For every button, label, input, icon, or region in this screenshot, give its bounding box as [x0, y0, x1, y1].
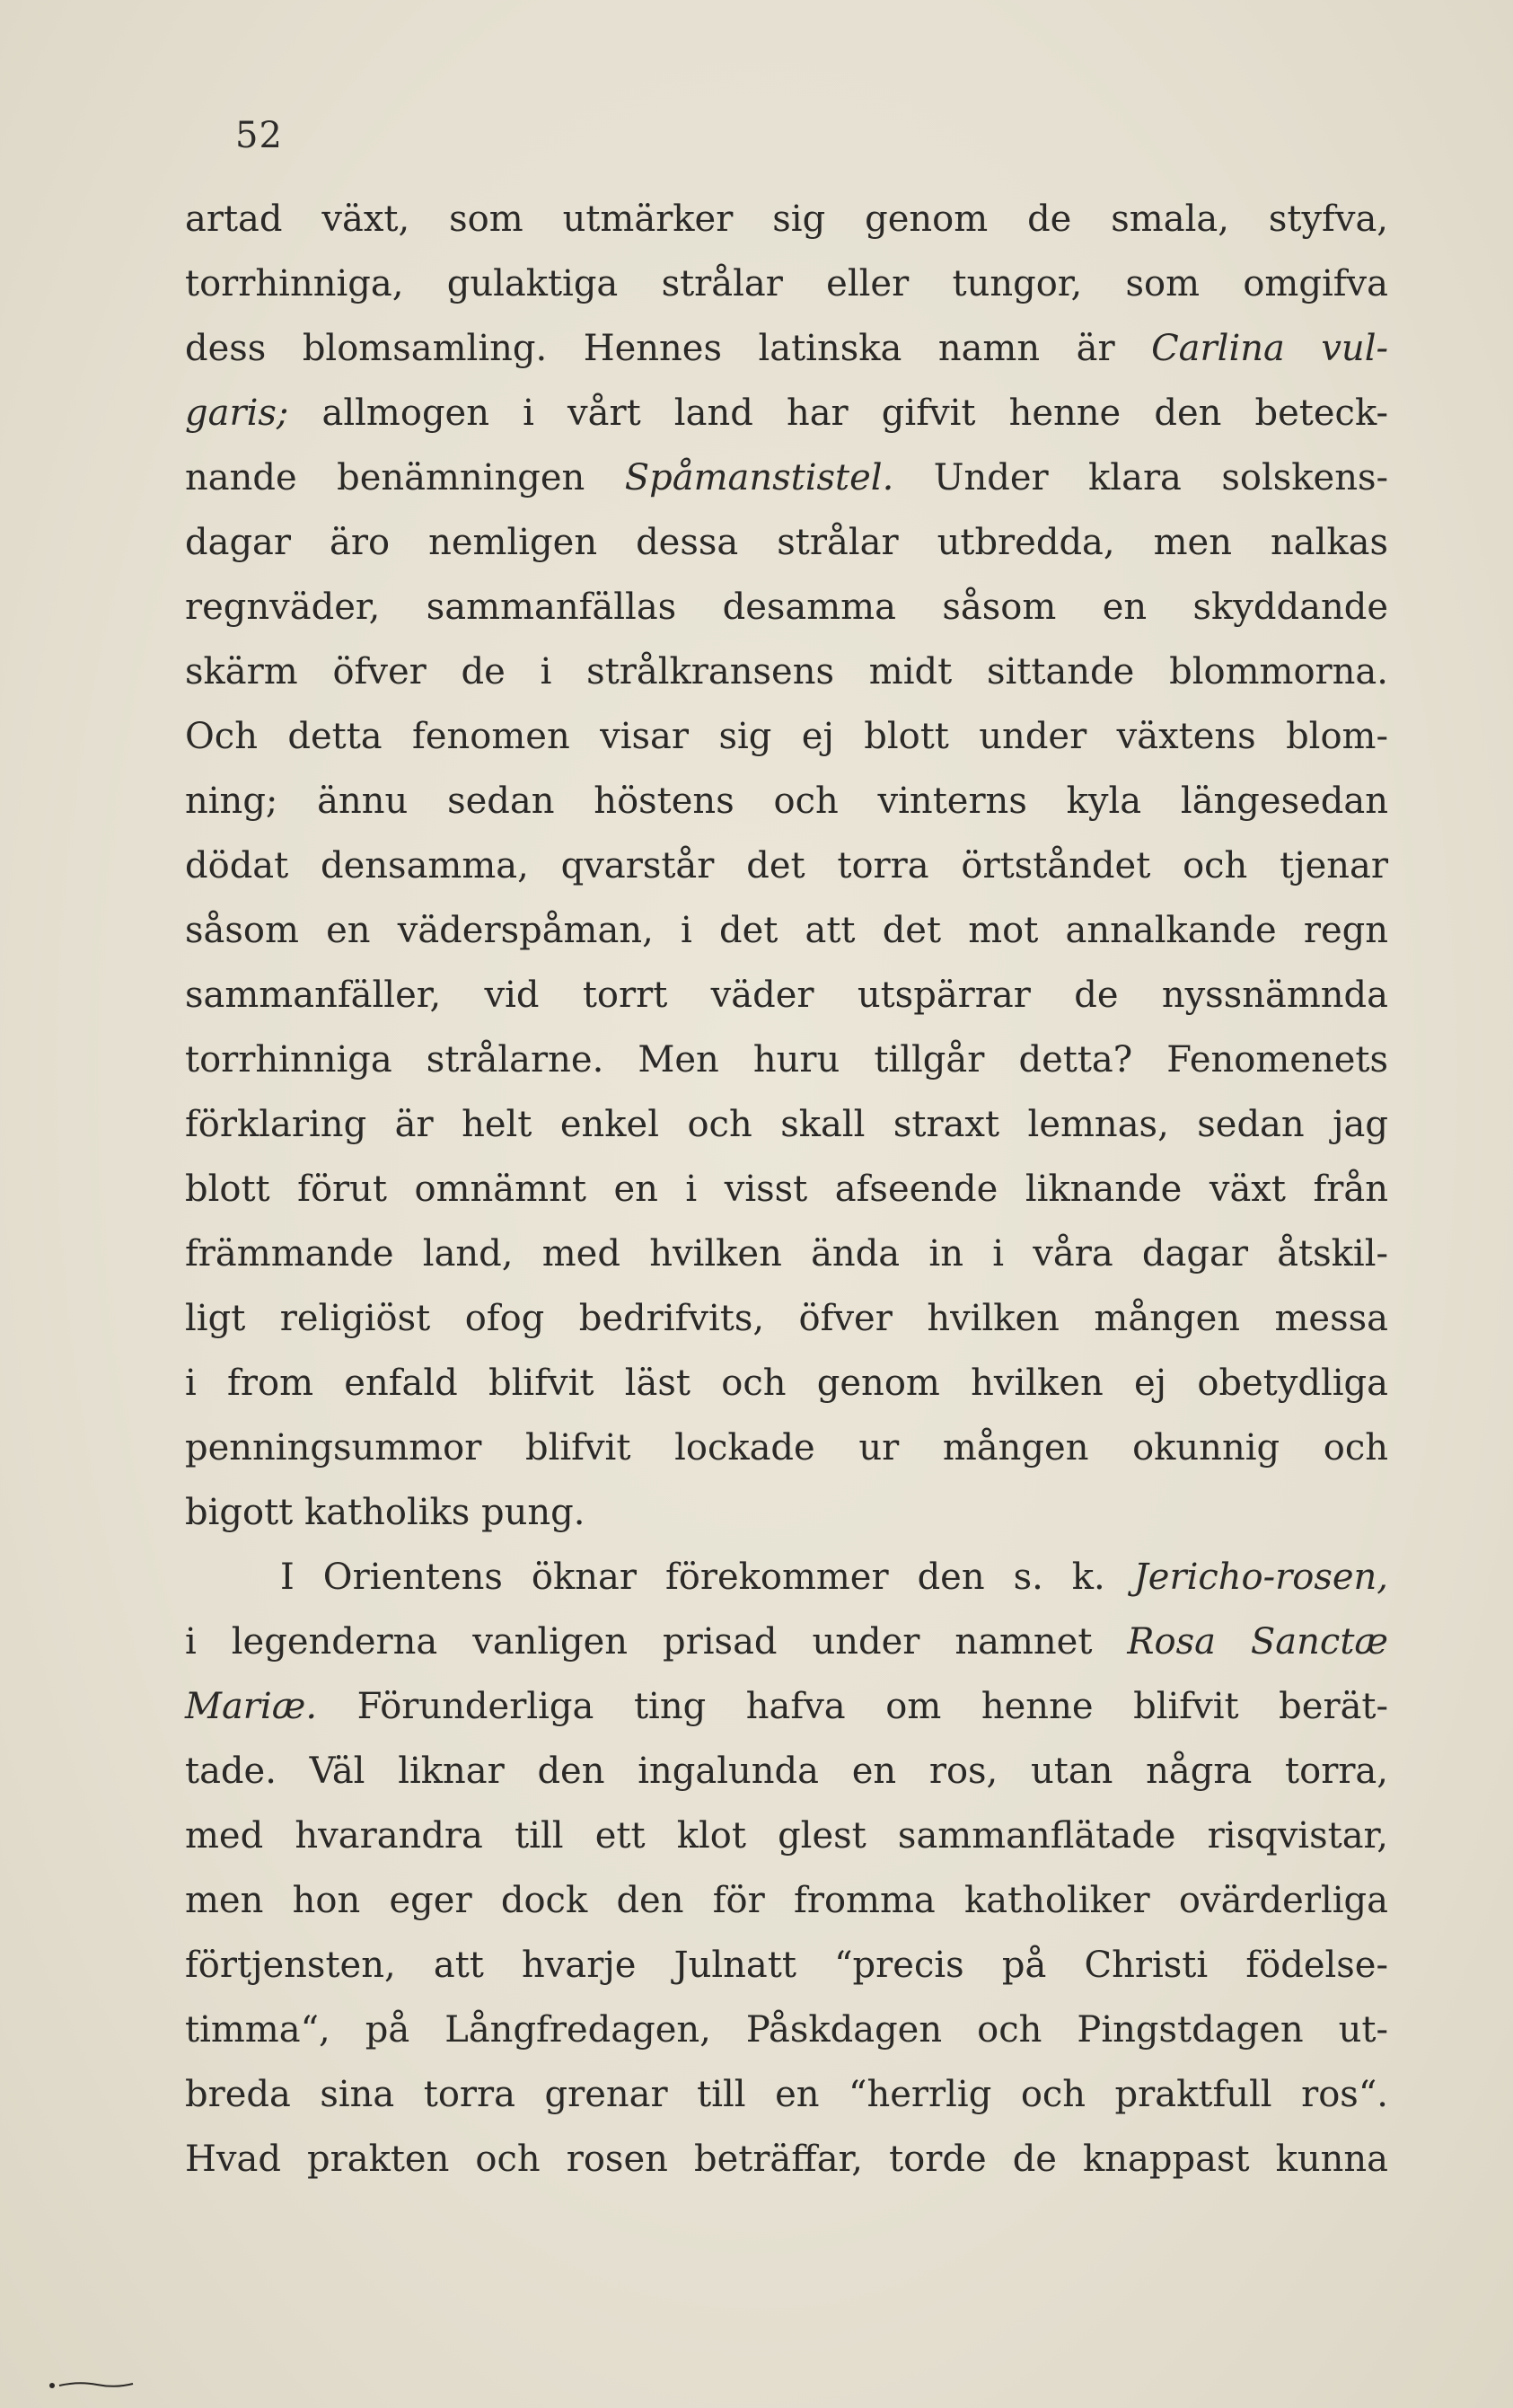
text-line: [185, 1739, 1388, 1804]
text-line: [185, 1933, 1388, 1998]
text-segment: allmogen i vårt land har gifvit henne den beteck-: [288, 393, 1388, 434]
text-line: [185, 1480, 1388, 1545]
text-line: [185, 510, 1388, 575]
italic-term: Carlina vul-: [1151, 328, 1389, 369]
text-segment: i legenderna vanligen prisad under namnet: [185, 1621, 1128, 1663]
text-segment: Förunderliga ting hafva om henne blifvit berät-: [317, 1686, 1388, 1727]
text-segment: förklaring är helt enkel och skall straxt lemnas, sedan jag: [185, 1104, 1388, 1145]
text-segment: dess blomsamling. Hennes latinska namn är: [185, 328, 1152, 369]
text-line: [185, 769, 1388, 834]
text-segment: bigott katholiks pung.: [185, 1492, 585, 1533]
text-segment: I Orientens öknar förekommer den s. k.: [280, 1557, 1134, 1598]
italic-term: Spåmanstistel.: [624, 457, 894, 498]
text-segment: blott förut omnämnt en i visst afseende liknande växt från: [185, 1169, 1388, 1210]
text-line: [185, 1416, 1388, 1480]
text-segment: främmande land, med hvilken ända in i våra dagar åtskil-: [185, 1233, 1388, 1275]
text-segment: Hvad prakten och rosen beträffar, torde de knappast kunna: [185, 2139, 1388, 2180]
text-segment: tade. Väl liknar den ingalunda en ros, utan några torra,: [185, 1751, 1388, 1792]
italic-term: Rosa Sanctæ: [1127, 1621, 1388, 1663]
text-segment: breda sina torra grenar till en “herrlig och praktfull ros“.: [185, 2074, 1388, 2115]
text-line: [185, 1157, 1388, 1222]
italic-term: garis;: [185, 393, 289, 434]
text-line: [185, 1545, 1388, 1610]
text-line: [185, 1998, 1388, 2062]
italic-term: Jericho-rosen,: [1133, 1557, 1388, 1598]
text-line: [185, 639, 1388, 704]
text-line: [185, 1351, 1388, 1416]
text-segment: dagar äro nemligen dessa strålar utbredda, men nalkas: [185, 522, 1388, 563]
text-segment: skärm öfver de i strålkransens midt sittande blommorna.: [185, 651, 1388, 692]
body-text: [185, 187, 1388, 2192]
text-line: [185, 445, 1388, 510]
text-segment: ning; ännu sedan höstens och vinterns kyla längesedan: [185, 781, 1388, 822]
text-line: [185, 1610, 1388, 1674]
text-line: [185, 963, 1388, 1028]
text-line: [185, 1674, 1388, 1739]
text-segment: Och detta fenomen visar sig ej blott under växtens blom-: [185, 716, 1388, 757]
text-line: [185, 898, 1388, 963]
text-segment: penningsummor blifvit lockade ur mången okunnig och: [185, 1427, 1388, 1469]
text-segment: nande benämningen: [185, 457, 625, 498]
text-line: [185, 316, 1388, 381]
italic-term: Mariæ.: [185, 1686, 318, 1727]
text-segment: förtjensten, att hvarje Julnatt “precis på Christi födelse-: [185, 1945, 1388, 1986]
text-line: [185, 1222, 1388, 1286]
text-segment: regnväder, sammanfällas desamma såsom en skyddande: [185, 587, 1388, 628]
text-line: [185, 2062, 1388, 2127]
text-line: [185, 575, 1388, 639]
page-number: 52: [235, 115, 283, 156]
text-segment: dödat densamma, qvarstår det torra örtståndet och tjenar: [185, 845, 1388, 886]
text-line: [185, 251, 1388, 316]
text-line: [185, 1804, 1388, 1868]
text-segment: artad växt, som utmärker sig genom de smala, styfva,: [185, 198, 1388, 240]
text-line: [185, 834, 1388, 898]
text-line: [185, 704, 1388, 769]
text-segment: torrhinniga strålarne. Men huru tillgår detta? Fenomenets: [185, 1039, 1388, 1081]
text-line: [185, 2127, 1388, 2192]
text-segment: Under klara solskens-: [893, 457, 1388, 498]
text-segment: men hon eger dock den för fromma katholiker ovärderliga: [185, 1880, 1388, 1921]
text-line: [185, 1092, 1388, 1157]
text-segment: ligt religiöst ofog bedrifvits, öfver hvilken mången messa: [185, 1298, 1388, 1339]
print-mark: [43, 2378, 136, 2391]
text-line: [185, 1868, 1388, 1933]
text-segment: torrhinniga, gulaktiga strålar eller tungor, som omgifva: [185, 263, 1388, 304]
text-segment: timma“, på Långfredagen, Påskdagen och Pingstdagen ut-: [185, 2009, 1388, 2051]
text-line: [185, 187, 1388, 251]
text-segment: sammanfäller, vid torrt väder utspärrar de nyssnämnda: [185, 975, 1388, 1016]
text-line: [185, 1286, 1388, 1351]
text-segment: såsom en väderspåman, i det att det mot annalkande regn: [185, 910, 1388, 951]
text-segment: i from enfald blifvit läst och genom hvilken ej obetydliga: [185, 1363, 1388, 1404]
text-line: [185, 381, 1388, 445]
text-line: [185, 1028, 1388, 1092]
text-segment: med hvarandra till ett klot glest sammanflätade risqvistar,: [185, 1815, 1388, 1857]
